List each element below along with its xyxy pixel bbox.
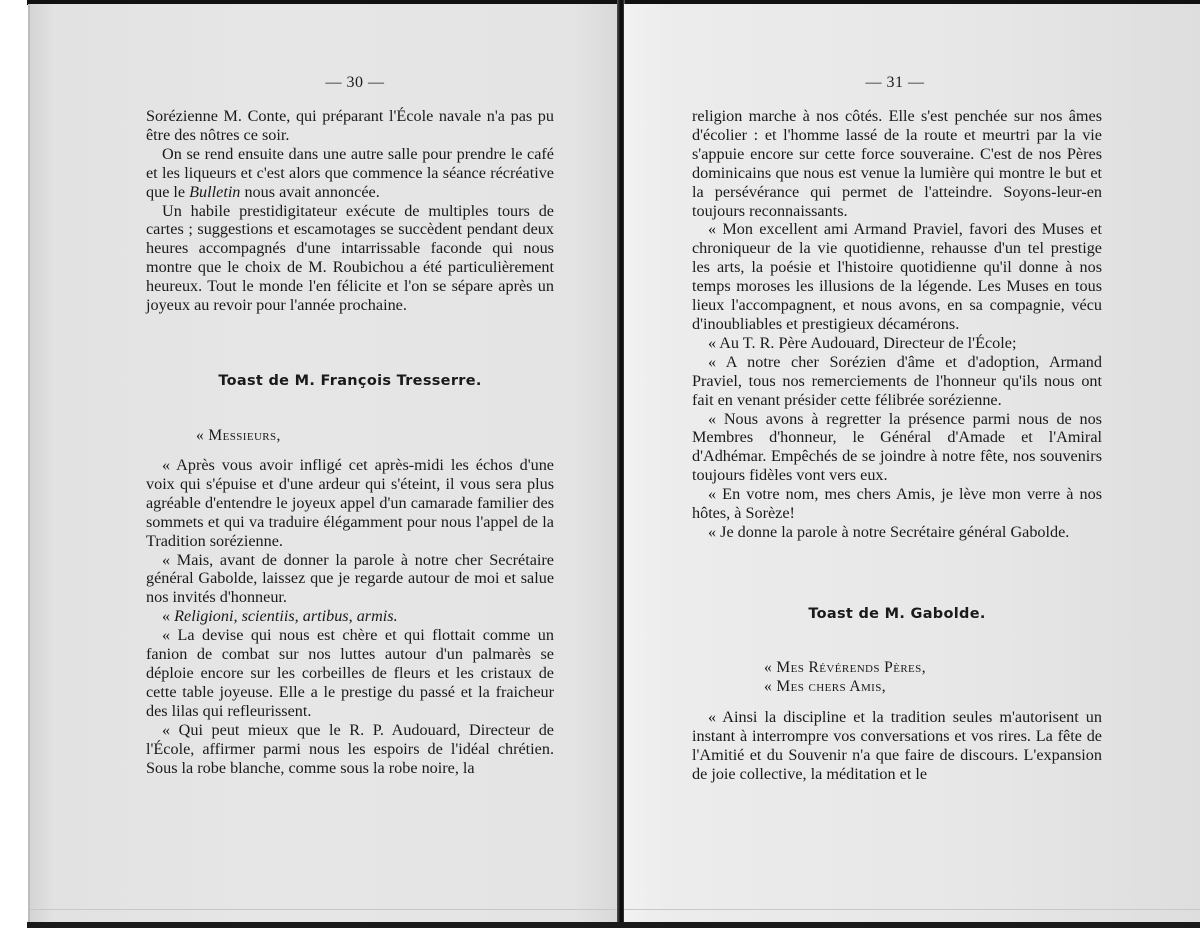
paragraph	[146, 607, 554, 626]
text-run: nous avait annoncée.	[244, 182, 380, 201]
section-heading-tresserre: Toast de M. François Tresserre.	[218, 373, 482, 389]
paragraph: « A notre cher Sorézien d'âme et d'adoption, Armand Praviel, tous nos remerciements de l'honneur qu'ils nous ont fait en venant présider cette félibrée sorézienne.	[692, 352, 1102, 409]
text-run: «	[162, 607, 175, 626]
page-number-left: — 30 —	[325, 74, 385, 91]
paragraph: « La devise qui nous est chère et qui flottait comme un fanion de combat sur nos luttes autour d'un palmarès se déploie encore sur les corbeilles de fleurs et les cristaux de cette table joyeuse. Elle a le prestige du passé et la fraicheur des lilas qui refleurissent.	[146, 626, 554, 720]
salutation: « Mes Révérends Pères,	[764, 659, 926, 676]
paragraph	[146, 145, 554, 202]
right-page-gabolde-text	[692, 708, 1102, 784]
paragraph: « Après vous avoir infligé cet après-midi les échos d'une voix qui s'épuise et d'une ardeur qui s'éteint, il vous sera plus agréable d'entendre le joyeux appel d'un camarade familier des sommets et qui va traduire élégamment pour nous l'appel de la Tradition sorézienne.	[146, 456, 554, 550]
paragraph: « En votre nom, mes chers Amis, je lève mon verre à nos hôtes, à Sorèze!	[692, 485, 1102, 523]
salutation-block	[764, 658, 1084, 696]
scan-margin	[0, 0, 28, 928]
left-page-intro-text	[146, 107, 554, 315]
paragraph: « Ainsi la discipline et la tradition seules m'autorisent un instant à interrompre vos conversations et vos rires. La fête de l'Amitié et du Souvenir n'a que faire de discours. L'expansion de joie collective, la méditation et le	[692, 708, 1102, 783]
paragraph: « Mon excellent ami Armand Praviel, favori des Muses et chroniqueur de la vie quotidienne, rehausse d'un tel prestige les arts, la poésie et l'histoire quotidienne qu'il donne à nos temps moroses les illusions de la légende. Les Muses en tous lieux l'accompagnent, et nous avons, en sa compagnie, vécu d'inoubliables et prestigieux décamérons.	[692, 220, 1102, 333]
left-page-toast-text	[146, 456, 554, 777]
paragraph: « Mais, avant de donner la parole à notre cher Secrétaire général Gabolde, laissez que je regarde autour de moi et salue nos invités d'honneur.	[146, 550, 554, 607]
italic-motto: Religioni, scientiis, artibus, armis.	[174, 607, 398, 626]
paragraph: « Nous avons à regretter la présence parmi nous de nos Membres d'honneur, le Général d'Amade et l'Amiral d'Adhémar. Empêchés de se joindre à notre fête, nos souvenirs toujours fidèles vont vers eux.	[692, 409, 1102, 485]
paragraph: « Je donne la parole à notre Secrétaire général Gabolde.	[708, 522, 1070, 541]
paragraph: religion marche à nos côtés. Elle s'est penchée sur nos âmes d'écolier : et l'homme lassé de la route et meurtri par la vie s'appuie encore sur cette force souveraine. C'est de nos Pères dominicains que nous est venue la lumière qui montre le but et la persévérance qui permet de l'atteindre. Soyons-leur-en toujours reconnaissants.	[692, 107, 1102, 220]
section-heading-gabolde: Toast de M. Gabolde.	[808, 606, 986, 622]
right-page-toast-text	[692, 107, 1102, 542]
paragraph: « Au T. R. Père Audouard, Directeur de l'École;	[708, 333, 1017, 352]
page-edge-line	[624, 909, 1200, 910]
text-run: On se rend ensuite dans une autre salle pour prendre le café et les liqueurs et c'est alors que commence la séance récréative que le	[146, 144, 554, 201]
scan-bottom-edge	[27, 922, 1200, 928]
italic-title: Bulletin	[189, 182, 241, 201]
paragraph: « Qui peut mieux que le R. P. Audouard, Directeur de l'École, affirmer parmi nous les espoirs de l'idéal chrétien. Sous la robe blanche, comme sous la robe noire, la	[146, 720, 554, 777]
salutation: « Messieurs,	[196, 427, 281, 444]
paragraph: Sorézienne M. Conte, qui préparant l'École navale n'a pas pu être des nôtres ce soir.	[146, 107, 554, 144]
page-number-right: — 31 —	[865, 74, 925, 91]
salutation: « Mes chers Amis,	[764, 678, 887, 695]
paragraph: Un habile prestidigitateur exécute de multiples tours de cartes ; suggestions et escamotages se succèdent pendant deux heures accompagnés d'une intarrissable faconde qui nous montre que le choix de M. Roubichou a été particulièrement heureux. Tout le monde l'en félicite et l'on se sépare après un joyeux au revoir pour l'année prochaine.	[146, 201, 554, 315]
page-edge-line	[30, 909, 620, 910]
